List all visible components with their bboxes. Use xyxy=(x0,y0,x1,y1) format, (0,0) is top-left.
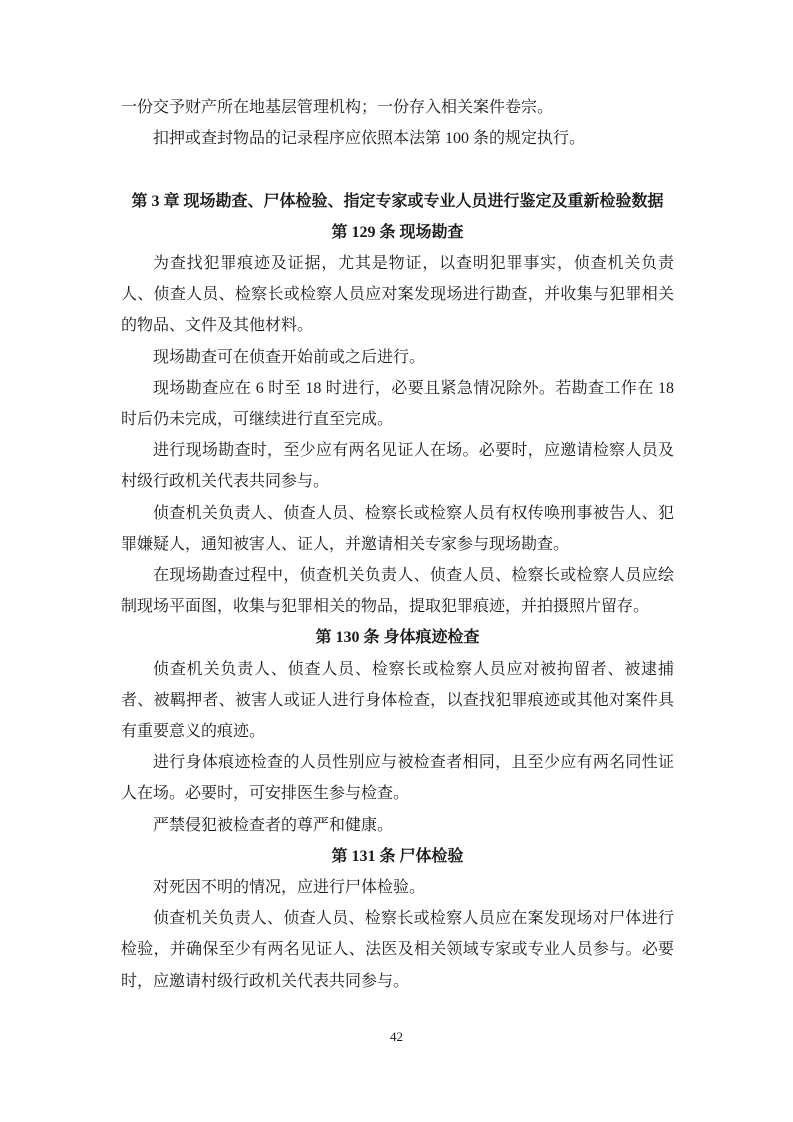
paragraph: 对死因不明的情况，应进行尸体检验。 xyxy=(153,879,426,897)
paragraph: 进行现场勘查时，至少应有两名见证人在场。必要时，应邀请检察人员及村级行政机关代表共同参与。 xyxy=(121,442,674,491)
paragraph: 侦查机关负责人、侦查人员、检察长或检察人员应在案发现场对尸体进行检验，并确保至少有两名见证人、法医及相关领域专家或专业人员参与。必要时，应邀请村级行政机关代表共同参与。 xyxy=(121,910,674,990)
paragraph: 现场勘查可在侦查开始前或之后进行。 xyxy=(153,348,426,366)
paragraph: 现场勘查应在 6 时至 18 时进行，必要且紧急情况除外。若勘查工作在 18 时后仍未完成，可继续进行直至完成。 xyxy=(121,379,674,429)
article-heading: 第 130 条 身体痕迹检查 xyxy=(315,629,480,647)
chapter-heading: 第 3 章 现场勘查、尸体检验、指定专家或专业人员进行鉴定及重新检验数据 xyxy=(131,192,664,210)
article-heading: 第 129 条 现场勘查 xyxy=(331,223,464,241)
blank-line xyxy=(121,154,674,185)
article-heading: 第 131 条 尸体检验 xyxy=(331,847,464,865)
paragraph: 扣押或查封物品的记录程序应依照本法第 100 条的规定执行。 xyxy=(153,130,586,148)
paragraph: 侦查机关负责人、侦查人员、检察长或检察人员应对被拘留者、被逮捕者、被羁押者、被害人或证人进行身体检查，以查找犯罪痕迹或其他对案件具有重要意义的痕迹。 xyxy=(121,660,674,741)
paragraph: 为查找犯罪痕迹及证据，尤其是物证，以查明犯罪事实，侦查机关负责人、侦查人员、检察长或检察人员应对案发现场进行勘查，并收集与犯罪相关的物品、文件及其他材料。 xyxy=(121,255,674,335)
paragraph: 进行身体痕迹检查的人员性别应与被检查者相同，且至少应有两名同性证人在场。必要时，可安排医生参与检查。 xyxy=(121,754,674,803)
paragraph: 一份交予财产所在地基层管理机构；一份存入相关案件卷宗。 xyxy=(121,99,554,116)
paragraph: 侦查机关负责人、侦查人员、检察长或检察人员有权传唤刑事被告人、犯罪嫌疑人，通知被害人、证人，并邀请相关专家参与现场勘查。 xyxy=(121,504,674,553)
page-number: 42 xyxy=(390,1029,403,1044)
document-content xyxy=(121,92,674,997)
paragraph: 在现场勘查过程中，侦查机关负责人、侦查人员、检察长或检察人员应绘制现场平面图，收集与犯罪相关的物品，提取犯罪痕迹，并拍摄照片留存。 xyxy=(121,567,674,616)
paragraph: 严禁侵犯被检查者的尊严和健康。 xyxy=(153,816,394,834)
